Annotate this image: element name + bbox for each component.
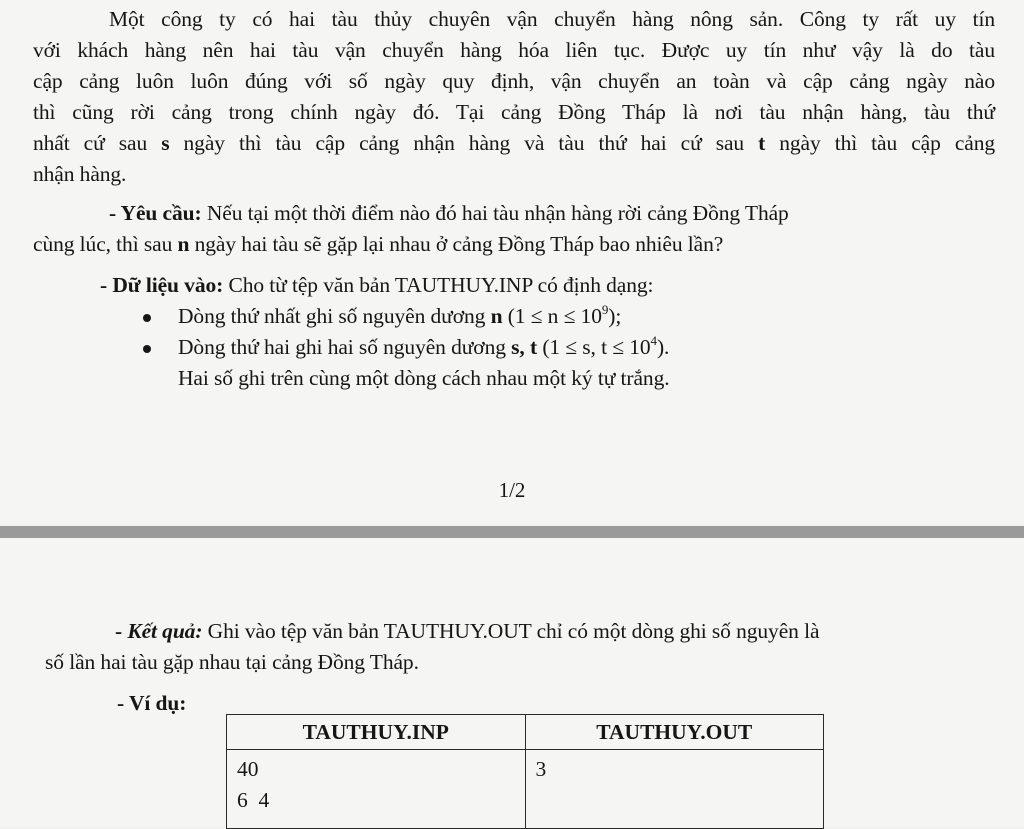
requirement-section bbox=[33, 198, 995, 260]
result-label: Kết quả: bbox=[127, 619, 203, 643]
input-line-2: 6 4 bbox=[237, 788, 270, 812]
table-row bbox=[227, 750, 824, 829]
output-line-1: 3 bbox=[535, 757, 547, 781]
input-spec-heading: - Dữ liệu vào: Cho từ tệp văn bản TAUTHUY.INP có định dạng: bbox=[100, 273, 654, 297]
intro-paragraph bbox=[33, 4, 995, 190]
header-output-file: TAUTHUY.OUT bbox=[525, 715, 824, 750]
header-input-file: TAUTHUY.INP bbox=[227, 715, 526, 750]
result-line-1: - Kết quả: Ghi vào tệp văn bản TAUTHUY.OUT chỉ có một dòng ghi số nguyên là bbox=[115, 619, 820, 643]
example-output-cell bbox=[525, 750, 824, 829]
requirement-line-1: - Yêu cầu: Nếu tại một thời điểm nào đó hai tàu nhận hàng rời cảng Đồng Tháp bbox=[109, 201, 789, 225]
input-spec-continuation: Hai số ghi trên cùng một dòng cách nhau một ký tự trắng. bbox=[178, 366, 670, 390]
result-line-2: số lần hai tàu gặp nhau tại cảng Đồng Tháp. bbox=[45, 650, 419, 674]
input-bullet-1: Dòng thứ nhất ghi số nguyên dương n $(1 \le n \le 10^9)$; bbox=[100, 301, 1000, 332]
intro-line-2: với khách hàng nên hai tàu vận chuyển hàng hóa liên tục. Được uy tín như vậy là do tàu bbox=[33, 38, 995, 62]
requirement-label: Yêu cầu: bbox=[120, 201, 202, 225]
requirement-line-2: cùng lúc, thì sau n ngày hai tàu sẽ gặp lại nhau ở cảng Đồng Tháp bao nhiêu lần? bbox=[33, 232, 724, 256]
variable-t: t bbox=[758, 131, 766, 155]
example-input-cell bbox=[227, 750, 526, 829]
intro-line-6: nhận hàng. bbox=[33, 162, 127, 186]
input-spec-section bbox=[100, 270, 1000, 394]
intro-line-1: Một công ty có hai tàu thủy chuyên vận chuyển hàng nông sản. Công ty rất uy tín bbox=[109, 7, 995, 31]
intro-line-3: cập cảng luôn luôn đúng với số ngày quy định, vận chuyển an toàn và cập cảng ngày nào bbox=[33, 69, 995, 93]
example-table bbox=[226, 714, 824, 829]
input-spec-label: Dữ liệu vào: bbox=[112, 273, 224, 297]
variable-s: s bbox=[161, 131, 170, 155]
input-line-1: 40 bbox=[237, 757, 259, 781]
intro-line-4: thì cũng rời cảng trong chính ngày đó. Tại cảng Đồng Tháp là nơi tàu nhận hàng, tàu thứ bbox=[33, 100, 995, 124]
example-label: - Ví dụ: bbox=[117, 691, 187, 715]
input-spec-list bbox=[100, 301, 1000, 363]
result-section bbox=[45, 616, 1005, 678]
variable-n: n bbox=[177, 232, 190, 256]
intro-line-5: nhất cứ sau s ngày thì tàu cập cảng nhận hàng và tàu thứ hai cứ sau t ngày thì tàu cập cảng bbox=[33, 131, 995, 155]
example-table-header-row bbox=[227, 715, 824, 750]
input-bullet-2: Dòng thứ hai ghi hai số nguyên dương s, t (1 ≤ s, $t \le 10^4$). bbox=[100, 332, 1000, 363]
page-divider bbox=[0, 526, 1024, 538]
page-number: 1/2 bbox=[498, 478, 526, 502]
